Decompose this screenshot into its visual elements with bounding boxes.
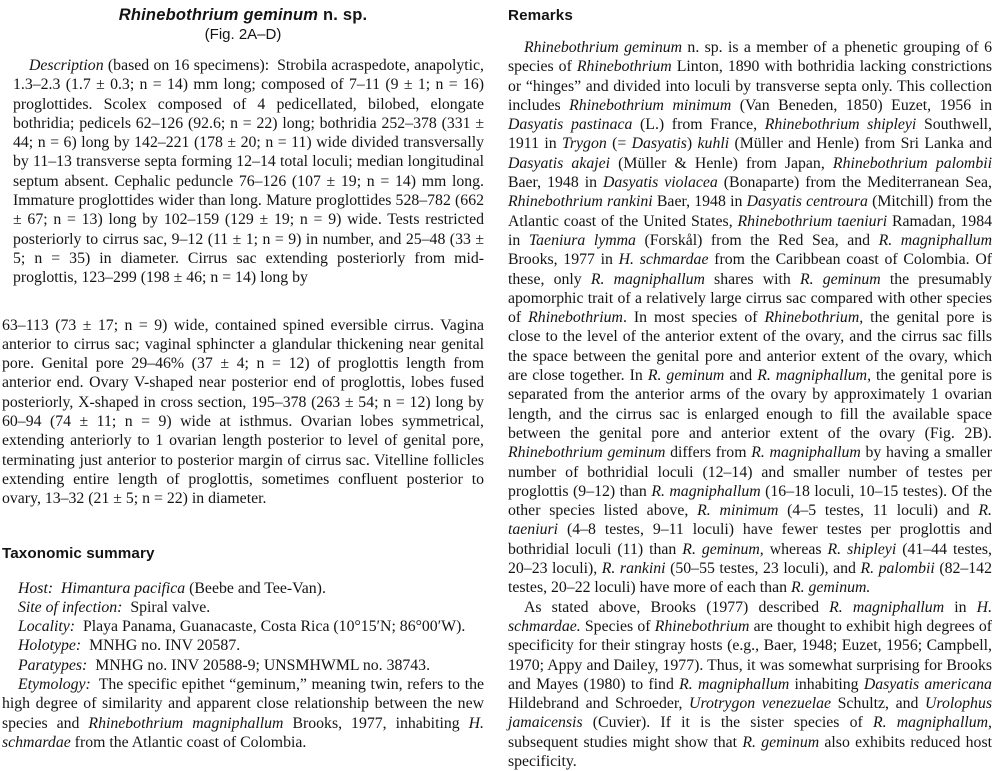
- left-column: [2, 4, 484, 751]
- taxonomic-summary-item: Locality: Playa Panama, Guanacaste, Costa Rica (10°15′N; 86°00′W).: [18, 618, 466, 636]
- remarks-paragraph-1: Rhinebothrium geminum n. sp. is a member of a phenetic grouping of 6 species of Rhinebothrium Linton, 1890 with bothridia lacking constrictions or “hinges” and divided into loculi by transverse septa only. This collection includes Rhinebothrium minimum (Van Beneden, 1850) Euzet, 1956 in Dasyatis pastinaca (L.) from France, Rhinebothrium shipleyi Southwell, 1911 in Trygon (= Dasyatis) kuhli (Müller and Henle) from Sri Lanka and Dasyatis akajei (Müller & Henle) from Japan, Rhinebothrium palombii Baer, 1948 in Dasyatis violacea (Bonaparte) from the Mediterranean Sea, Rhinebothrium rankini Baer, 1948 in Dasyatis centroura (Mitchill) from the Atlantic coast of the United States, Rhinebothrium taeniuri Ramadan, 1984 in Taeniura lymma (Forskål) from the Red Sea, and R. magniphallum Brooks, 1977 in H. schmardae from the Caribbean coast of Colombia. Of these, only R. magniphallum shares with R. geminum the presumably apomorphic trait of a relatively large cirrus sac compared with other species of Rhinebothrium. In most species of Rhinebothrium, the genital pore is close to the level of the anterior extent of the ovary, and the cirrus sac fills the space between the genital pore and anterior extent of the ovary, which are close together. In R. geminum and R. magniphallum, the genital pore is separated from the anterior arms of the ovary by approximately 1 ovarian length, and the cirrus sac is enlarged enough to fill the available space between the genital pore and anterior extent of the ovary (Fig. 2B). Rhinebothrium geminum differs from R. magniphallum by having a smaller number of bothridial loculi (12–14) and smaller number of testes per proglottis (9–12) than R. magniphallum (16–18 loculi, 10–15 testes). Of the other species listed above, R. minimum (4–5 testes, 11 loculi) and R. taeniuri (4–8 testes, 9–11 loculi) have fewer testes per proglottis and bothridial loculi (11) than R. geminum, whereas R. shipleyi (41–44 testes, 20–23 loculi), R. rankini (50–55 testes, 23 loculi), and R. palombii (82–142 testes, 20–22 loculi) have more of each than R. geminum.: [508, 39, 993, 597]
- taxonomic-summary-item: Holotype: MNHG no. INV 20587.: [18, 637, 241, 655]
- description-paragraph: Description (based on 16 specimens): Strobila acraspedote, anapolytic, 1.3–2.3 (1.7 ± 0.3; n = 14) mm long; composed of 7–11 (9 ± 1; n = 16) proglottides. Scolex composed of 4 pedicellated, bilobed, elongate bothridia; pedicels 62–126 (92.6; n = 22) long; bothridia 252–378 (331 ± 44; n = 6) long by 142–221 (178 ± 20; n = 11) wide divided transversally by 11–13 transverse septa forming 12–14 total loculi; median longitudinal septum absent. Cephalic peduncle 76–126 (107 ± 19; n = 14) mm long. Immature proglottides wider than long. Mature proglottides 528–782 (662 ± 67; n = 13) long by 102–159 (129 ± 19; n = 9) wide. Tests restricted posteriorly to cirrus sac, 9–12 (11 ± 1; n = 9) in number, and 25–48 (33 ± 5; n = 35) in diameter. Cirrus sac extending posteriorly from mid-proglottis, 123–299 (198 ± 46; n = 14) long by: [13, 57, 484, 287]
- taxonomic-summary-item: Host: Himantura pacifica (Beebe and Tee-Van).: [18, 579, 326, 597]
- right-column: [508, 4, 993, 770]
- remarks-heading: Remarks: [508, 7, 573, 24]
- species-title: Rhinebothrium geminum n. sp.: [118, 6, 368, 24]
- taxonomic-summary-item: Paratypes: MNHG no. INV 20588-9; UNSMHWML no. 38743.: [18, 656, 431, 674]
- taxonomic-summary-heading: Taxonomic summary: [2, 544, 155, 562]
- taxonomic-summary-list: [2, 579, 484, 753]
- description-continuation: 63–113 (73 ± 17; n = 9) wide, contained spined eversible cirrus. Vagina anterior to cirrus sac; vaginal sphincter a glandular thickening near genital pore. Genital pore 29–46% (37 ± 4; n = 12) of proglottis length from anterior end. Ovary V-shaped near posterior end of proglottis, lobes fused posteriorly, X-shaped in cross section, 195–378 (263 ± 54; n = 12) long by 60–94 (74 ± 11; n = 9) wide at isthmus. Ovarian lobes symmetrical, extending anteriorly to 1 ovarian length posterior to level of genital pore, terminating just anterior to posterior margin of cirrus sac. Vitelline follicles extending entire length of proglottis, sometimes confluent posterior to ovary, 13–32 (21 ± 5; n = 22) in diameter.: [2, 316, 484, 508]
- taxonomic-summary-item: Etymology: The specific epithet “geminum,” meaning twin, refers to the high degree of similarity and apparent close relationship between the new species and Rhinebothrium magniphallum Brooks, 1977, inhabiting H. schmardae from the Atlantic coast of Colombia.: [2, 676, 484, 751]
- remarks-paragraph-2: As stated above, Brooks (1977) described R. magniphallum in H. schmardae. Species of Rhinebothrium are thought to exhibit high degrees of specificity for their stingray hosts (e.g., Baer, 1948; Euzet, 1956; Campbell, 1970; Appy and Dailey, 1977). Thus, it was somewhat surprising for Brooks and Mayes (1980) to find R. magniphallum inhabiting Dasyatis americana Hildebrand and Schroeder, Urotrygon venezuelae Schultz, and Urolophus jamaicensis (Cuvier). If it is the sister species of R. magniphallum, subsequent studies might show that R. geminum also exhibits reduced host specificity.: [508, 598, 993, 770]
- figure-reference: (Fig. 2A–D): [204, 26, 282, 43]
- taxonomic-summary-item: Site of infection: Spiral valve.: [18, 598, 211, 616]
